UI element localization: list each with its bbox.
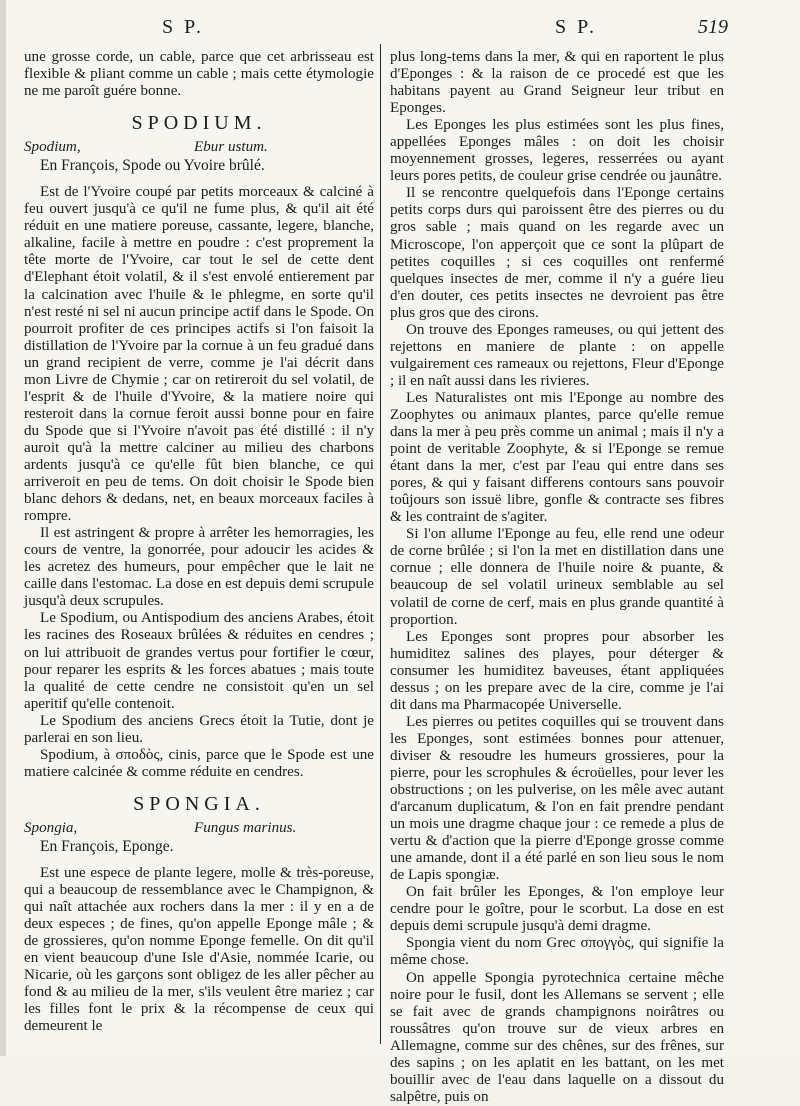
etymology-paragraph: Spongia vient du nom Grec σπογγὸς, qui signifie la même chose. xyxy=(390,935,724,969)
paragraph: Le Spodium des anciens Grecs étoit la Tutie, dont je parlerai en son lieu. xyxy=(24,712,374,746)
paragraph: On appelle Spongia pyrotechnica certaine mêche noire pour le fusil, dont les Allemans se servent ; elle se fait avec de grands champignons noirâtres ou roussâtres qu'on trouve sur de vieux arbres en Allemagne, comme sur des chênes, sur des frênes, sur des sapins ; on les aplatit en les battant, on les met bouillir avec de l'eau dans laquelle on a dissout du salpêtre, puis on xyxy=(390,969,724,1105)
latin-synonym: Ebur ustum. xyxy=(194,139,268,156)
latin-names-spongia xyxy=(24,820,374,838)
latin-name: Spongia, xyxy=(24,819,78,836)
entry-title-spodium: SPODIUM. xyxy=(131,112,267,135)
paragraph: Il est astringent & propre à arrêter les hemorragies, les cours de ventre, la gonorrée, pour adoucir les acides & les acretez des humeurs, pour empêcher que le lait ne caille dans l'estomac. La dose en est depuis demi scrupule jusqu'à deux scrupules. xyxy=(24,525,374,610)
paragraph: On fait brûler les Eponges, & l'on employe leur cendre pour le goître, pour le scorbut. La dose en est depuis demi scrupule jusqu'à demi dragme. xyxy=(390,884,724,935)
entry-title-spongia: SPONGIA. xyxy=(133,792,265,815)
french-name-spodium: En François, Spode ou Yvoire brûlé. xyxy=(40,157,265,175)
paragraph: Les Eponges les plus estimées sont les plus fines, appellées Eponges mâles : on doit les choisir moyennement grosses, legeres, resserrées ou ayant leurs pores petits, de couleur grise cendrée ou jaunâtre. xyxy=(390,117,724,185)
latin-names-spodium xyxy=(24,139,374,157)
latin-name: Spodium, xyxy=(24,139,81,156)
left-column xyxy=(24,49,374,1049)
paragraph: On trouve des Eponges rameuses, ou qui jettent des rejettons en maniere de plante : on appelle vulgairement ces rameaux ou rejettons, Fleur d'Eponge ; il en naît aussi dans les rivieres. xyxy=(390,321,724,389)
paragraph: Est de l'Yvoire coupé par petits morceaux & calciné à feu ouvert jusqu'à ce qu'il ne fume plus, & qu'il ait été réduit en une matiere poreuse, cassante, legere, blanche, alkaline, facile à mettre en poudre : c'est proprement la tête morte de l'Yvoire, car tout le sel de cette dent d'Elephant étoit volatil, & il s'est envolé entierement par la calcination avec l'huile & le phlegme, en sorte qu'il n'est resté ni sel ni aucun principe actif dans le Spode. On pourroit profiter de ces principes actifs si l'on faisoit la distillation de l'Yvoire par la cornue à un feu gradué dans un grand recipient de verre, comme je l'ai décrit dans mon Livre de Chymie ; car on retireroit du sel volatil, de l'esprit & de l'huile d'Yvoire, & la matiere noire qui resteroit dans la cornue feroit aussi bonne pour en faire du Spode que si l'Yvoire n'avoit pas été distillé : il n'y auroit qu'à la mettre calciner au milieu des charbons ardents jusqu'à ce qu'elle fût bien blanche, ce qui arriveroit en peu de tems. On doit choisir le Spode bien blanc dehors & dedans, net, en beaux morceaux faciles à rompre. xyxy=(24,184,374,525)
paragraph: Est une espece de plante legere, molle & très-poreuse, qui a beaucoup de ressemblance avec le Champignon, & qui naît attachée aux rochers dans la mer : il y en a de deux especes ; de fines, qu'on appelle Eponge mâle ; & de grossieres, qu'on nomme Eponge femelle. On dit qu'il en vient beaucoup d'une Isle d'Asie, nommée Icarie, ou Nicarie, où les garçons sont obligez de les aller pêcher au fond & au milieu de la mer, s'ils veulent être mariez ; car les filles font le prix & la récompense de ceux qui demeurent le xyxy=(24,864,374,1035)
paragraph: Les Eponges sont propres pour absorber les humiditez salines des playes, pour déterger & consumer les humiditez baveuses, étant appliquées dessus ; on les prepare avec de la cire, comme je l'ai dit dans ma Pharmacopée Universelle. xyxy=(390,628,724,713)
paragraph-continued: une grosse corde, un cable, parce que cet arbrisseau est flexible & pliant comme un cable ; mais cette étymologie ne me paroît guére bonne. xyxy=(24,49,374,100)
page-number: 519 xyxy=(698,16,728,38)
paragraph: Les pierres ou petites coquilles qui se trouvent dans les Eponges, sont estimées bonnes pour attenuer, diviser & resoudre les humeurs grossieres, pour la pierre, pour les scrophules & écroüelles, pour lever les obstructions ; on les pulverise, on les mêle avec autant d'arcanum duplicatum, & l'on en fait prendre pendant un mois une dragme chaque jour : ce remede a plus de vertu & d'action que la pierre d'Eponge grosse comme une amande, dont il a été parlé en son lieu sous le nom de Lapis spongiæ. xyxy=(390,713,724,884)
etymology-paragraph: Spodium, à σποδὸς, cinis, parce que le Spode est une matiere calcinée & comme réduite en cendres. xyxy=(24,746,374,780)
paragraph: Si l'on allume l'Eponge au feu, elle rend une odeur de corne brûlée ; si l'on la met en distillation dans une cornue ; elle donnera de l'huile noire & puante, & beaucoup de sel volatil urineux semblable au sel volatil de corne de cerf, mais en plus grande quantité à proportion. xyxy=(390,526,724,628)
header-left-title: S P. xyxy=(162,16,205,38)
french-name-spongia: En François, Eponge. xyxy=(40,837,174,855)
column-divider xyxy=(380,44,381,1044)
header-right-title: S P. xyxy=(555,16,598,38)
paragraph: Il se rencontre quelquefois dans l'Eponge certains petits corps durs qui paroissent être des pierres ou du gros sable ; mais quand on les regarde avec un Microscope, l'on apperçoit que ce sont la plûpart de petites coquilles ; si ces coquilles ont renfermé quelques insectes de mer, comme il n'y a guére lieu d'en douter, ces petits insectes ne devroient pas être plus gros que des cirons. xyxy=(390,185,724,321)
right-column xyxy=(390,49,724,1105)
paragraph: Le Spodium, ou Antispodium des anciens Arabes, étoit les racines des Roseaux brûlées & réduites en cendres ; on lui attribuoit de grandes vertus pour fortifier le cœur, pour reparer les esprits & les forces abatues ; mais toute la qualité de cette cendre ne consistoit qu'en un sel aperitif qu'elle contenoit. xyxy=(24,610,374,712)
paragraph-continued: plus long-tems dans la mer, & qui en raportent le plus d'Eponges : & la raison de ce procedé est que les habitans payent au Grand Seigneur leur tribut en Eponges. xyxy=(390,49,724,117)
page-binding-edge xyxy=(0,0,6,1056)
running-header xyxy=(0,16,800,44)
paragraph: Les Naturalistes ont mis l'Eponge au nombre des Zoophytes ou animaux plantes, parce qu'elle remue dans la mer à peu près comme un animal ; mais il n'y a point de veritable Zoophyte, & si l'Eponge se remue étant dans la mer, c'est par l'eau qui entre dans ses pores, & qui y faisant differens contours sans pouvoir toûjours son issuë libre, gonfle & contracte ses fibres & les contraint de s'agiter. xyxy=(390,389,724,526)
latin-synonym: Fungus marinus. xyxy=(194,819,297,836)
